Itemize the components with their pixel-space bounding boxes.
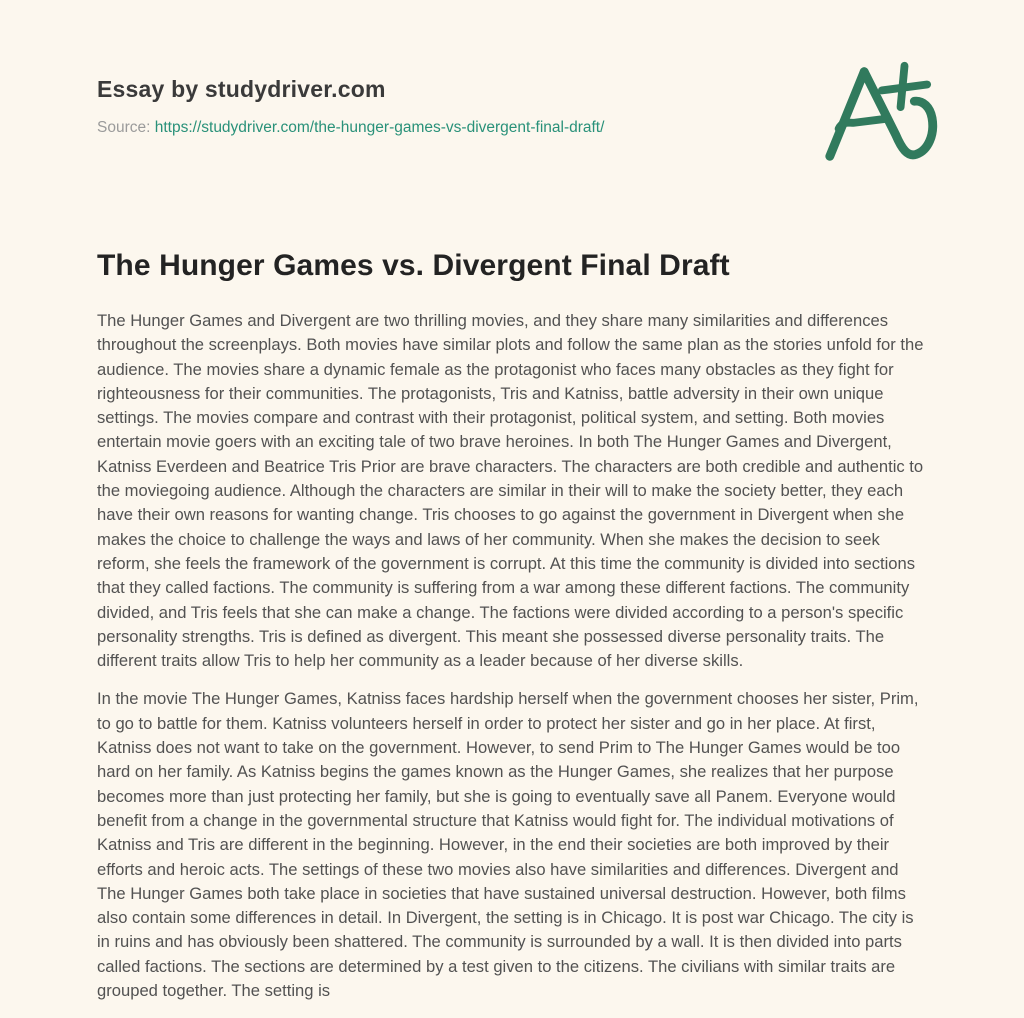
essay-paragraph-2: In the movie The Hunger Games, Katniss faces hardship herself when the government chooses her sister, Prim, to go to battle for them. Katniss volunteers herself in order to protect her sister and go in her place. At first, Katniss does not want to take on the government. However, to send Prim to The Hunger Games would be too hard on her family. As Katniss begins the games known as the Hunger Games, she realizes that her purpose becomes more than just protecting her family, but she is going to eventually save all Panem. Everyone would benefit from a change in the governmental structure that Katniss would fight for. The individual motivations of Katniss and Tris are different in the beginning. However, in the end their societies are both improved by their efforts and heroic acts. The settings of these two movies also have similarities and differences. Divergent and The Hunger Games both take place in societies that have sustained universal destruction. However, both films also contain some differences in detail. In Divergent, the setting is in Chicago. It is post war Chicago. The city is in ruins and has obviously been shattered. The community is surrounded by a wall. It is then divided into parts called factions. The sections are determined by a test given to the citizens. The civilians with similar traits are grouped together. The setting is (97, 689, 919, 1001)
page-header (97, 76, 928, 137)
studydriver-a-plus-logo-icon (812, 56, 940, 172)
source-line (97, 119, 928, 137)
byline: Essay by studydriver.com (97, 76, 386, 102)
essay-paragraph-1: The Hunger Games and Divergent are two thrilling movies, and they share many similarities and differences throughout the screenplays. Both movies have similar plots and follow the same plan as the stories unfold for the audience. The movies share a dynamic female as the protagonist who faces many obstacles as they fight for righteousness for their communities. The protagonists, Tris and Katniss, battle adversity in their own unique settings. The movies compare and contrast with their protagonist, political system, and setting. Both movies entertain movie goers with an exciting tale of two brave heroines. In both The Hunger Games and Divergent, Katniss Everdeen and Beatrice Tris Prior are brave characters. The characters are both credible and authentic to the moviegoing audience. Although the characters are similar in their will to make the society better, they each have their own reasons for wanting change. Tris chooses to go against the government in Divergent when she makes the choice to challenge the ways and laws of her community. When she makes the decision to seek reform, she feels the framework of the government is corrupt. At this time the community is divided into sections that they called factions. The community is suffering from a war among these different factions. The community divided, and Tris feels that she can make a change. The factions were divided according to a person's specific personality strengths. Tris is defined as divergent. This meant she possessed diverse personality traits. The different traits allow Tris to help her community as a leader because of her diverse skills. (97, 311, 924, 671)
essay-title: The Hunger Games vs. Divergent Final Draft (97, 249, 730, 282)
source-label: Source: (97, 119, 151, 136)
source-link[interactable]: https://studydriver.com/the-hunger-games-vs-divergent-final-draft/ (154, 119, 605, 136)
essay-article (97, 249, 928, 1003)
